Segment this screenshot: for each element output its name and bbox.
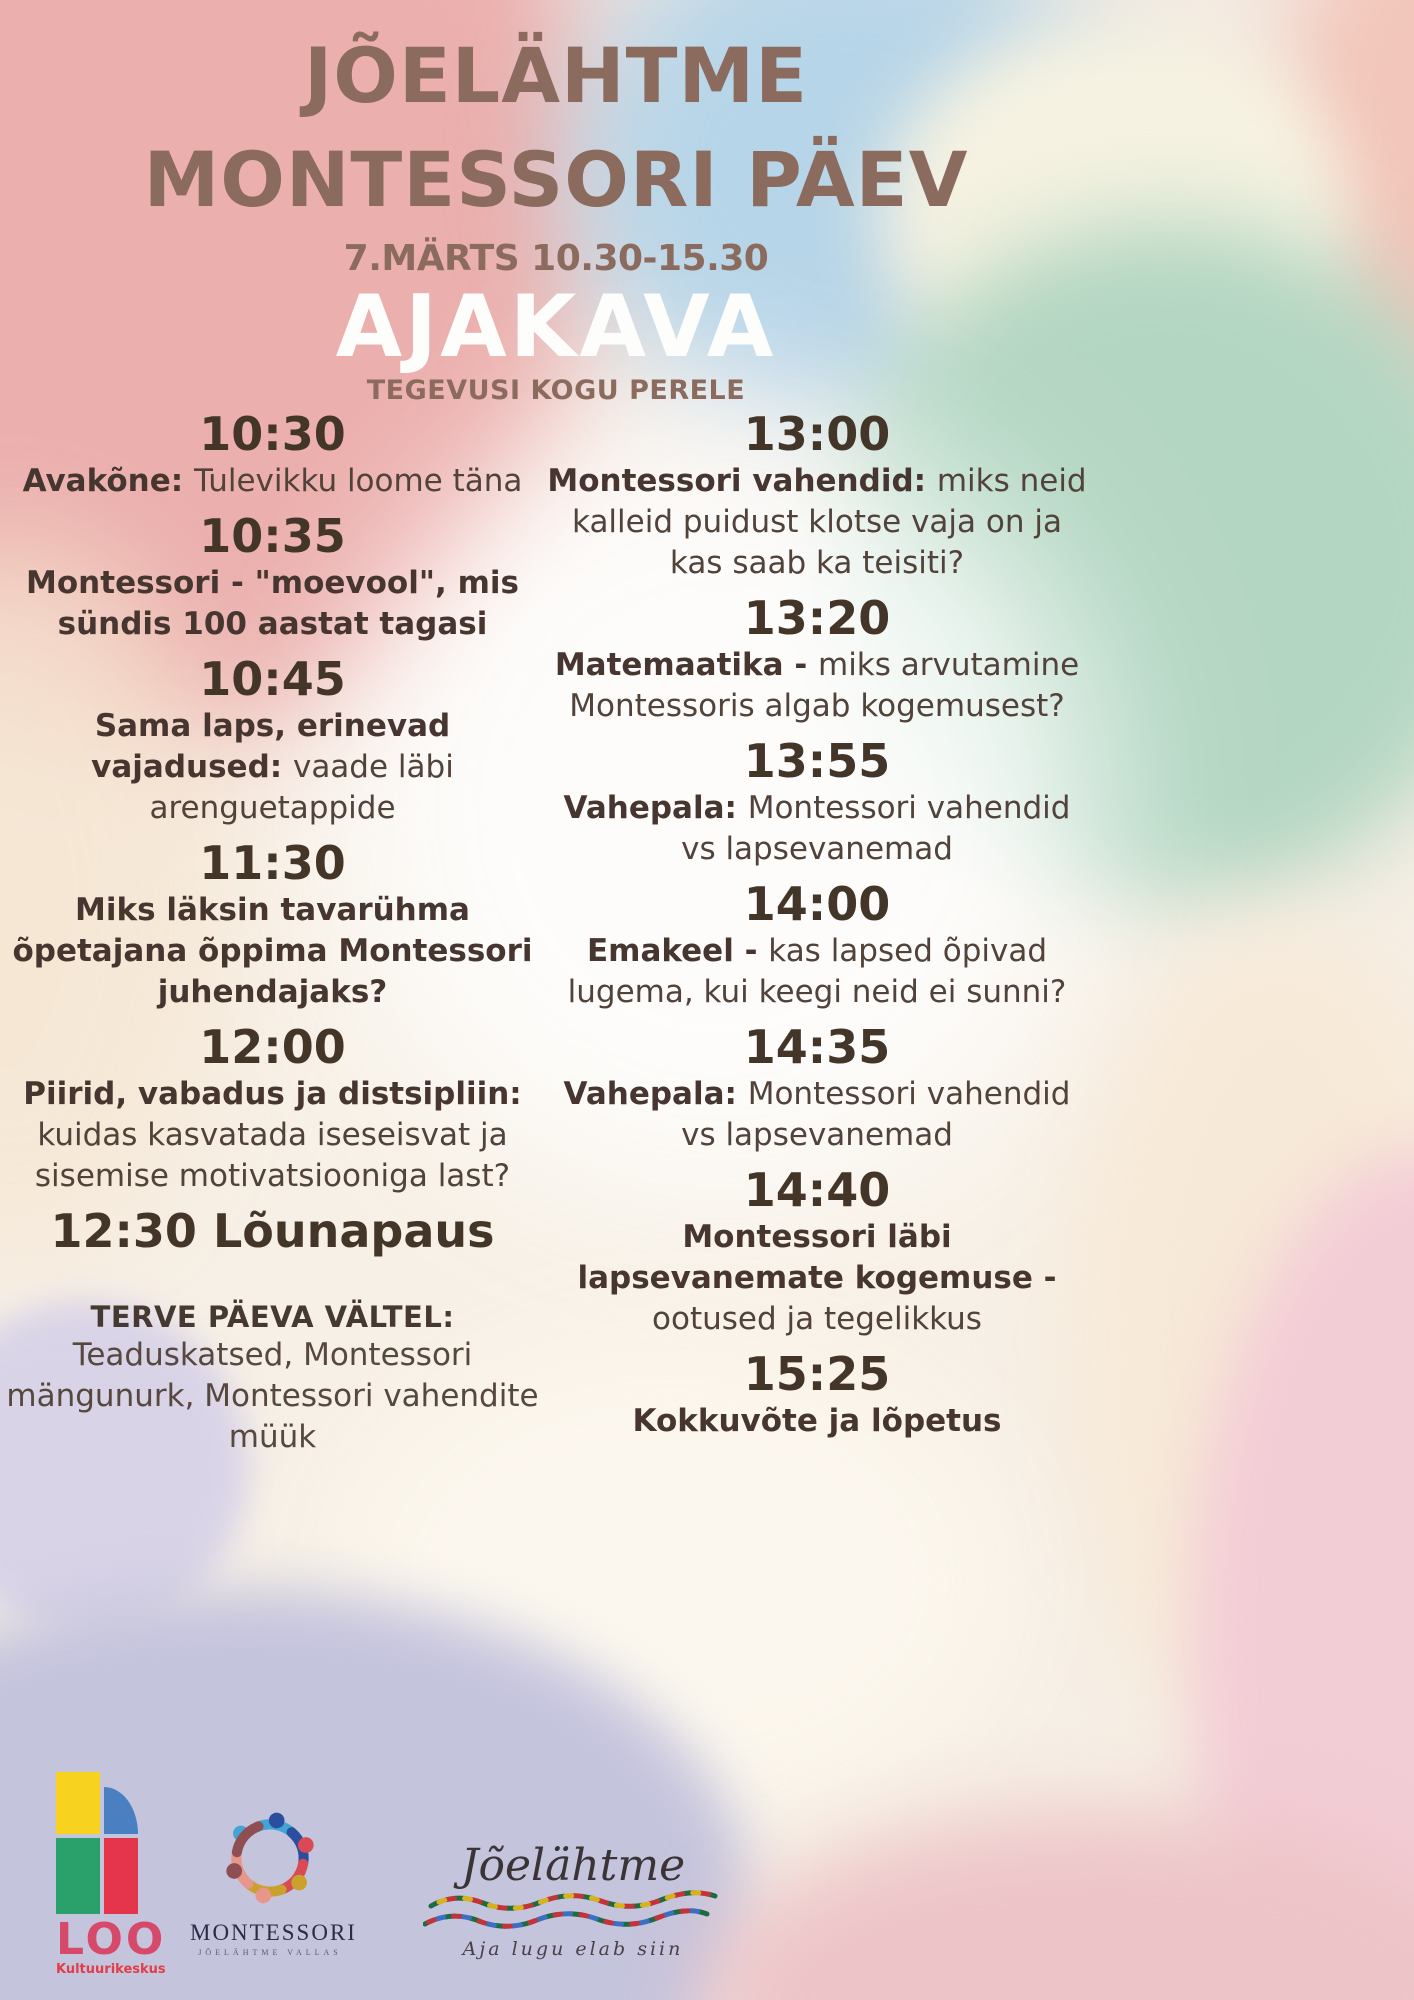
schedule-column-right xyxy=(547,408,1087,1458)
schedule-time: 10:30 xyxy=(199,407,346,461)
schedule-description: Vahepala: Montessori vahendid vs lapsevanemad xyxy=(563,790,1071,867)
schedule-description: Vahepala: Montessori vahendid vs lapsevanemad xyxy=(563,1076,1071,1153)
schedule-description: Avakõne: Tulevikku loome täna xyxy=(22,463,523,499)
montessori-swirl-icon xyxy=(212,1802,328,1914)
loo-kultuurikeskus-logo xyxy=(56,1772,176,1977)
montessori-logo-subtitle: JÕELÄHTME VALLAS xyxy=(198,1948,342,1957)
schedule-description: Emakeel - kas lapsed õpivad lugema, kui keegi neid ei sunni? xyxy=(567,933,1067,1010)
schedule-time: 14:00 xyxy=(743,877,891,931)
schedule-time: 12:30 Lõunapaus xyxy=(50,1204,495,1258)
schedule-time: 11:30 xyxy=(199,836,346,890)
schedule-time: 10:35 xyxy=(199,509,346,563)
loo-logo-name: LOO xyxy=(56,1914,167,1965)
schedule-description: Montessori - "moevool", mis sündis 100 aastat tagasi xyxy=(26,565,519,642)
joelahtme-municipality-logo xyxy=(418,1842,728,1960)
event-date: 7.MÄRTS 10.30-15.30 xyxy=(343,238,769,279)
poster-title xyxy=(0,0,1112,232)
all-day-heading: TERVE PÄEVA VÄLTEL: xyxy=(90,1300,455,1334)
montessori-logo xyxy=(190,1802,357,1957)
schedule-heading: AJAKAVA xyxy=(335,277,777,377)
schedule-time: 13:00 xyxy=(743,407,891,461)
montessori-logo-name: MONTESSORI xyxy=(190,1920,357,1945)
all-day-section xyxy=(0,1300,545,1458)
loo-green-square-icon xyxy=(56,1838,100,1914)
joelahtme-script-name: Jõelähtme xyxy=(460,1840,686,1891)
schedule-description: Miks läksin tavarühma õpetajana õppima Montessori juhendajaks? xyxy=(12,892,533,1010)
poster-title-line2: MONTESSORI PÄEV xyxy=(143,135,969,224)
poster-title-line1: JÕELÄHTME xyxy=(303,31,809,120)
schedule-time: 13:20 xyxy=(743,591,891,645)
schedule-description: Montessori vahendid: miks neid kalleid puidust klotse vaja on ja kas saab ka teisiti? xyxy=(547,463,1087,581)
joelahtme-tagline: Aja lugu elab siin xyxy=(462,1938,684,1960)
schedule-time: 12:00 xyxy=(199,1020,346,1074)
schedule-time: 13:55 xyxy=(743,734,891,788)
poster-header xyxy=(0,0,1112,406)
schedule-description: Kokkuvõte ja lõpetus xyxy=(632,1403,1002,1439)
joelahtme-waves-icon xyxy=(423,1890,723,1934)
loo-logo-squares-icon xyxy=(56,1772,138,1914)
schedule-description: Sama laps, erinevad vajadused: vaade läbi arenguetappide xyxy=(91,708,454,826)
schedule-time: 15:25 xyxy=(743,1347,891,1401)
loo-blue-sail-icon xyxy=(104,1787,138,1834)
loo-red-square-icon xyxy=(104,1838,138,1914)
loo-logo-subtitle: Kultuurikeskus xyxy=(56,1962,166,1977)
schedule-subheading: TEGEVUSI KOGU PERELE xyxy=(366,375,746,406)
schedule-description: Matemaatika - miks arvutamine Montessoris algab kogemusest? xyxy=(554,647,1080,724)
schedule-time: 10:45 xyxy=(199,652,346,706)
schedule-column-left xyxy=(0,408,545,1458)
schedule-columns xyxy=(0,408,1092,1458)
loo-yellow-square-icon xyxy=(56,1772,100,1834)
schedule-time: 14:35 xyxy=(743,1020,891,1074)
schedule-time: 14:40 xyxy=(743,1163,891,1217)
all-day-text: Teaduskatsed, Montessori mängunurk, Montessori vahendite müük xyxy=(6,1337,539,1455)
schedule-description: Piirid, vabadus ja distsipliin: kuidas kasvatada iseseisvat ja sisemise motivatsiooniga last? xyxy=(23,1076,522,1194)
schedule-description: Montessori läbi lapsevanemate kogemuse - ootused ja tegelikkus xyxy=(577,1219,1057,1337)
